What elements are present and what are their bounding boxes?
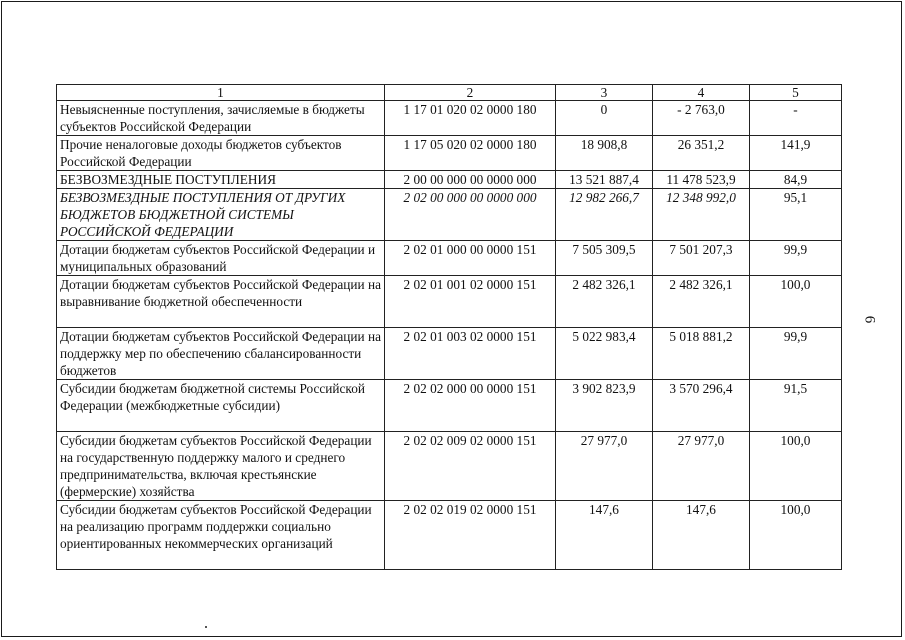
row-code: 2 02 00 000 00 0000 000 xyxy=(385,189,556,241)
row-name: Дотации бюджетам субъектов Российской Федерации на поддержку мер по обеспечению сбалансированности бюджетов xyxy=(57,328,385,380)
row-fact: 3 570 296,4 xyxy=(653,380,750,432)
row-name: Невыясненные поступления, зачисляемые в бюджеты субъектов Российской Федерации xyxy=(57,101,385,136)
row-code: 2 02 02 009 02 0000 151 xyxy=(385,432,556,501)
table-row xyxy=(57,380,842,432)
row-percent: 100,0 xyxy=(750,276,842,328)
row-plan: 0 xyxy=(556,101,653,136)
row-fact: - 2 763,0 xyxy=(653,101,750,136)
row-code: 2 00 00 000 00 0000 000 xyxy=(385,171,556,189)
row-code: 1 17 05 020 02 0000 180 xyxy=(385,136,556,171)
row-code: 1 17 01 020 02 0000 180 xyxy=(385,101,556,136)
row-fact: 27 977,0 xyxy=(653,432,750,501)
row-fact: 12 348 992,0 xyxy=(653,189,750,241)
table-row xyxy=(57,171,842,189)
row-fact: 147,6 xyxy=(653,501,750,570)
row-code: 2 02 02 019 02 0000 151 xyxy=(385,501,556,570)
header-col-2: 2 xyxy=(385,85,556,101)
header-col-5: 5 xyxy=(750,85,842,101)
row-name: Прочие неналоговые доходы бюджетов субъектов Российской Федерации xyxy=(57,136,385,171)
table-row xyxy=(57,241,842,276)
row-fact: 11 478 523,9 xyxy=(653,171,750,189)
row-plan: 5 022 983,4 xyxy=(556,328,653,380)
row-percent: 91,5 xyxy=(750,380,842,432)
row-percent: 141,9 xyxy=(750,136,842,171)
row-name: Дотации бюджетам субъектов Российской Федерации и муниципальных образований xyxy=(57,241,385,276)
row-plan: 7 505 309,5 xyxy=(556,241,653,276)
table-row xyxy=(57,136,842,171)
row-plan: 18 908,8 xyxy=(556,136,653,171)
row-name: Субсидии бюджетам бюджетной системы Российской Федерации (межбюджетные субсидии) xyxy=(57,380,385,432)
row-plan: 2 482 326,1 xyxy=(556,276,653,328)
row-code: 2 02 01 001 02 0000 151 xyxy=(385,276,556,328)
table-header-row xyxy=(57,85,842,101)
row-plan: 13 521 887,4 xyxy=(556,171,653,189)
row-code: 2 02 02 000 00 0000 151 xyxy=(385,380,556,432)
row-percent: 99,9 xyxy=(750,241,842,276)
row-percent: - xyxy=(750,101,842,136)
row-fact: 26 351,2 xyxy=(653,136,750,171)
row-name: БЕЗВОЗМЕЗДНЫЕ ПОСТУПЛЕНИЯ xyxy=(57,171,385,189)
table-row xyxy=(57,328,842,380)
row-name: БЕЗВОЗМЕЗДНЫЕ ПОСТУПЛЕНИЯ ОТ ДРУГИХ БЮДЖЕТОВ БЮДЖЕТНОЙ СИСТЕМЫ РОССИЙСКОЙ ФЕДЕРАЦИИ xyxy=(57,189,385,241)
scan-speck xyxy=(205,626,207,628)
row-plan: 3 902 823,9 xyxy=(556,380,653,432)
table-row xyxy=(57,501,842,570)
header-col-3: 3 xyxy=(556,85,653,101)
row-plan: 12 982 266,7 xyxy=(556,189,653,241)
table-row xyxy=(57,101,842,136)
row-percent: 100,0 xyxy=(750,432,842,501)
table-row xyxy=(57,189,842,241)
row-percent: 99,9 xyxy=(750,328,842,380)
row-plan: 147,6 xyxy=(556,501,653,570)
row-name: Субсидии бюджетам субъектов Российской Федерации на государственную поддержку малого и среднего предпринимательства, включая крестьянские (фермерские) хозяйства xyxy=(57,432,385,501)
row-percent: 100,0 xyxy=(750,501,842,570)
row-code: 2 02 01 003 02 0000 151 xyxy=(385,328,556,380)
row-code: 2 02 01 000 00 0000 151 xyxy=(385,241,556,276)
row-fact: 5 018 881,2 xyxy=(653,328,750,380)
row-fact: 7 501 207,3 xyxy=(653,241,750,276)
row-plan: 27 977,0 xyxy=(556,432,653,501)
row-name: Субсидии бюджетам субъектов Российской Федерации на реализацию программ поддержки социально ориентированных некоммерческих организаций xyxy=(57,501,385,570)
page-number: 6 xyxy=(861,315,878,324)
row-percent: 84,9 xyxy=(750,171,842,189)
table-row xyxy=(57,276,842,328)
budget-table xyxy=(56,84,842,570)
row-name: Дотации бюджетам субъектов Российской Федерации на выравнивание бюджетной обеспеченности xyxy=(57,276,385,328)
table-row xyxy=(57,432,842,501)
row-fact: 2 482 326,1 xyxy=(653,276,750,328)
row-percent: 95,1 xyxy=(750,189,842,241)
header-col-1: 1 xyxy=(57,85,385,101)
header-col-4: 4 xyxy=(653,85,750,101)
